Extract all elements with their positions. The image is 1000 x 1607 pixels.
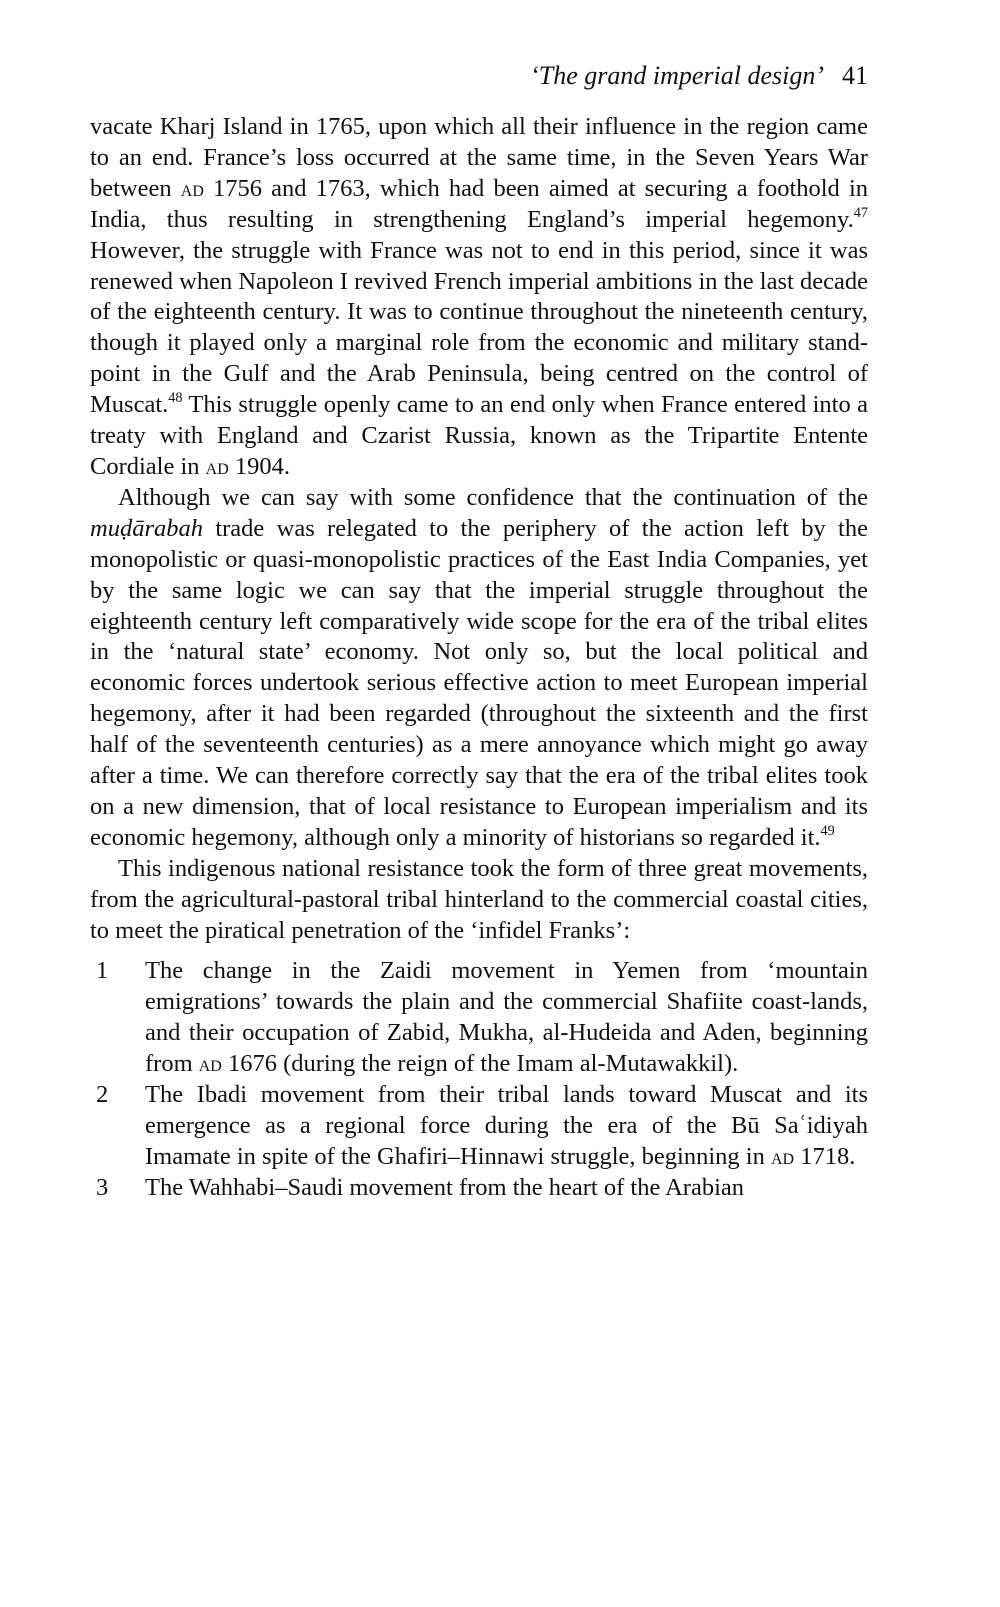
list-item: 3 The Wahhabi–Saudi movement from the heart of the Arabian [90, 1173, 868, 1204]
list-item-number: 2 [96, 1081, 109, 1109]
numbered-list [90, 956, 868, 1203]
list-item: 1 The change in the Zaidi movement in Yemen from ‘mountain emigrations’ towards the plain and the commercial Shafiite coast-lands, and their occupation of Zabid, Mukha, al-Hudeida and Aden, beginning from ad 1676 (during the reign of the Imam al-Mutawakkil). [96, 957, 868, 1078]
running-title: ‘The grand imperial design’ [530, 61, 824, 90]
paragraph-3: This indigenous national resistance took the form of three great movements, from the agricultural-pastoral tribal hinterland to the commercial coastal cities, to meet the piratical penetration of the ‘infidel Franks’: [90, 854, 868, 944]
era-abbreviation: ad [180, 175, 204, 201]
era-abbreviation: ad [770, 1143, 795, 1169]
era-abbreviation: ad [198, 1051, 222, 1077]
book-page [90, 60, 868, 1204]
footnote-ref-48: 48 [168, 390, 183, 407]
footnote-ref-47: 47 [853, 204, 868, 221]
list-item: 2 The Ibadi movement from their tribal lands toward Muscat and its emergence as a regional force during the era of the Bū Saʿidiyah Imamate in spite of the Ghafiri–Hinnawi struggle, beginning in ad 1718. [96, 1081, 868, 1170]
list-item-number: 1 [96, 957, 109, 985]
paragraph-1: vacate Kharj Island in 1765, upon which all their influence in the region came to an end. France’s loss occurred at the same time, in the Seven Years War between ad 1756 and 1763, which had been aimed at securing a foothold in India, thus resulting in strengthening England’s imperial hegemony.$^{47}$ However, the struggle with France was not to end in this period, since it was renewed when Napoleon I revived French imperial ambitions in the last decade of the eighteenth century. It was to continue throughout the nineteenth century, though it played only a marginal role from the economic and military stand-point in the Gulf and the Arab Peninsula, being centred on the control of Muscat.$^{48}$ This struggle openly came to an end only when France entered into a treaty with England and Czarist Russia, known as the Tripartite Entente Cordiale in ad 1904. [90, 113, 868, 480]
running-head [90, 60, 868, 92]
list-item-number: 3 [96, 1173, 109, 1201]
era-abbreviation: ad [205, 453, 229, 479]
paragraph-2: Although we can say with some confidence that the continuation of the muḍārabah trade was relegated to the periphery of the action left by the monopolistic or quasi-monopolistic practices of the East India Companies, yet by the same logic we can say that the imperial struggle throughout the eighteenth century left comparatively wide scope for the era of the tribal elites in the ‘natural state’ economy. Not only so, but the local political and economic forces undertook serious effective action to meet European imperial hegemony, after it had been regarded (throughout the sixteenth and the first half of the seventeenth centuries) as a mere annoyance which might go away after a time. We can therefore correctly say that the era of the tribal elites took on a new dimension, that of local resistance to European imperialism and its economic hegemony, although only a minority of historians so regarded it.$^{49}$ [90, 483, 868, 851]
footnote-ref-49: 49 [820, 822, 835, 839]
italic-term: muḍārabah [90, 514, 203, 542]
page-number: 41 [842, 61, 868, 90]
